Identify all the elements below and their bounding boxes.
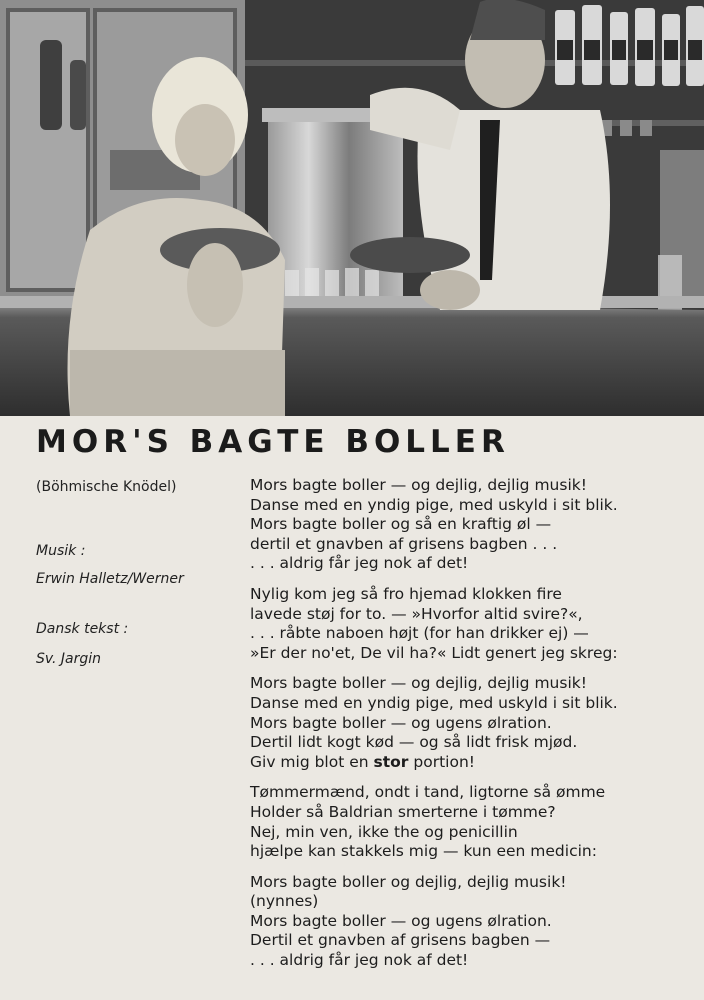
song-lyrics	[250, 476, 695, 982]
stanza-2	[250, 585, 695, 663]
lyric-line: Danse med en yndig pige, med uskyld i sit blik.	[250, 693, 618, 712]
lyric-line: Dertil lidt kogt kød — og så lidt frisk mjød.	[250, 733, 578, 752]
lyrics-credit: Sv. Jargin	[36, 651, 102, 667]
song-subtitle: (Böhmische Knödel)	[36, 479, 177, 495]
lyric-line: Mors bagte boller og så en kraftig øl —	[250, 515, 552, 534]
music-credit: Erwin Halletz/Werner	[36, 571, 184, 587]
stanza-4	[250, 783, 695, 861]
lyric-line: Mors bagte boller — og ugens ølration.	[250, 911, 552, 930]
lyric-line: Mors bagte boller — og dejlig, dejlig musik!	[250, 476, 587, 494]
lyric-line: Nylig kom jeg så fro hjemad klokken fire	[250, 584, 562, 603]
lyric-line: (nynnes)	[250, 892, 319, 911]
lyric-line: . . . aldrig får jeg nok af det!	[250, 554, 469, 573]
lyric-line: Holder så Baldrian smerterne i tømme?	[250, 802, 556, 821]
lyric-line: Nej, min ven, ikke the og penicillin	[250, 822, 518, 841]
song-title: MOR'S BAGTE BOLLER	[36, 424, 510, 460]
lyric-line-emphasis	[250, 753, 695, 773]
lyric-text: Giv mig blot en	[250, 752, 374, 771]
lyric-line: Danse med en yndig pige, med uskyld i sit blik.	[250, 495, 618, 514]
lyric-line: Tømmermænd, ondt i tand, ligtorne så ømme	[250, 783, 606, 802]
bar-scene-image	[0, 0, 704, 416]
lyric-line: Mors bagte boller — og ugens ølration.	[250, 713, 552, 732]
lyrics-label: Dansk tekst :	[36, 621, 129, 637]
bold-word: stor	[373, 752, 409, 771]
lyric-line: Mors bagte boller — og dejlig, dejlig musik!	[250, 674, 587, 693]
bar-photograph	[0, 0, 704, 416]
lyric-line: Dertil et gnavben af grisens bagben —	[250, 931, 551, 950]
lyric-line: »Er der no'et, De vil ha?« Lidt genert jeg skreg:	[250, 643, 618, 662]
stanza-3	[250, 674, 695, 772]
lyric-line: dertil et gnavben af grisens bagben . . .	[250, 534, 558, 553]
stanza-1	[250, 476, 695, 574]
lyric-line: lavede støj for to. — »Hvorfor altid svire?«,	[250, 604, 583, 623]
music-label: Musik :	[36, 543, 86, 559]
lyric-line: hjælpe kan stakkels mig — kun een medicin:	[250, 842, 597, 861]
lyric-line: Mors bagte boller og dejlig, dejlig musik!	[250, 872, 567, 891]
lyric-line: . . . aldrig får jeg nok af det!	[250, 951, 469, 970]
stanza-5	[250, 873, 695, 971]
lyric-line: . . . råbte naboen højt (for han drikker ej) —	[250, 624, 589, 643]
lyric-text: portion!	[408, 752, 475, 771]
